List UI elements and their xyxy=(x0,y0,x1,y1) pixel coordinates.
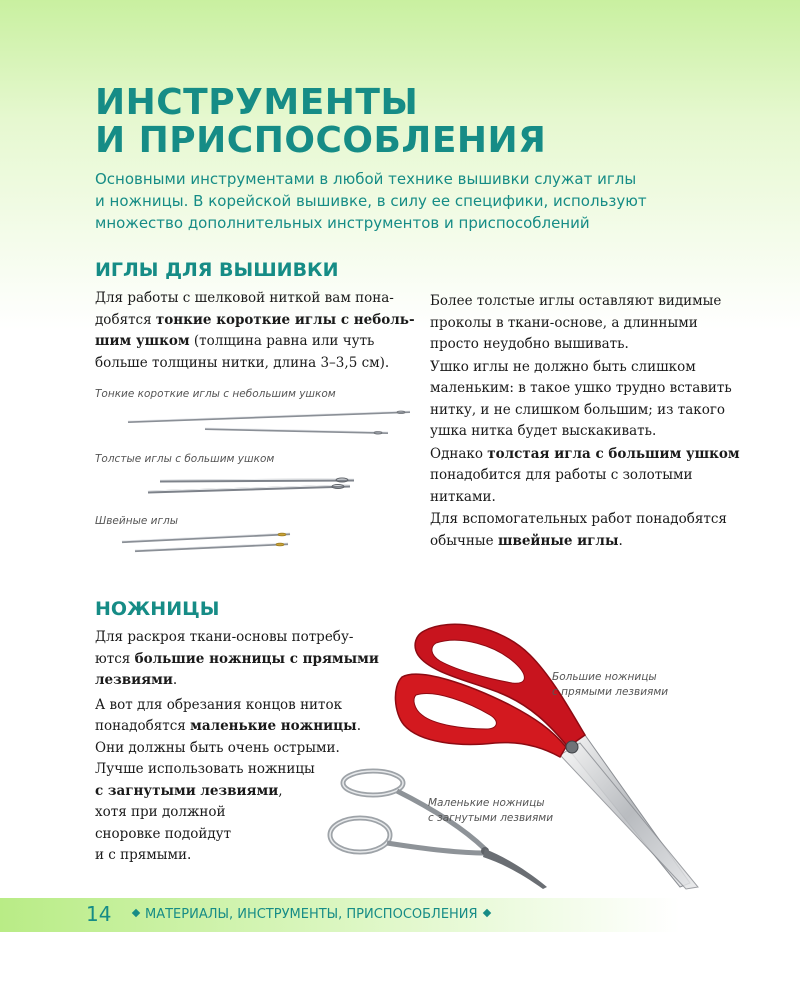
thick-needle-1 xyxy=(160,478,354,482)
intro-line-2: и ножницы. В корейской вышивке, в силу ее специфики, используют xyxy=(95,192,647,210)
text-run: ются xyxy=(95,650,135,667)
scissors-line xyxy=(95,716,395,738)
caption-line: с прямыми лезвиями xyxy=(552,686,669,698)
small-scissors-illustration xyxy=(325,765,555,895)
bold-run: с загнутыми лезвиями xyxy=(95,782,279,799)
caption-thick-needles: Толстые иглы с большим ушком xyxy=(95,453,275,465)
sewing-needle-1 xyxy=(122,533,290,542)
scissors-line: Они должны быть очень острыми. xyxy=(95,739,340,756)
scissors-line: и с прямыми. xyxy=(95,847,192,863)
needles-right-line: нитку, и не слишком большим; из такого xyxy=(430,401,726,418)
text-run: . xyxy=(618,532,623,549)
thin-needle-1 xyxy=(128,411,410,422)
page-title xyxy=(95,84,695,160)
text-run: . xyxy=(356,718,361,734)
needles-right-line xyxy=(430,531,770,553)
title-line-1: ИНСТРУМЕНТЫ xyxy=(95,82,419,123)
scissors-line: хотя при должной xyxy=(95,804,226,820)
needles-right-line: проколы в ткани-основе, а длинными xyxy=(430,314,698,331)
needles-right-line: нитками. xyxy=(430,488,496,505)
needles-right-line: Более толстые иглы оставляют видимые xyxy=(430,293,722,309)
text-run: (толщина равна или чуть xyxy=(189,333,375,349)
bold-run: тонкие короткие иглы с неболь- xyxy=(155,311,415,328)
needles-left-line: Для работы с шелковой ниткой вам пона- xyxy=(95,290,394,306)
needles-right-line xyxy=(430,444,770,466)
needles-right-line: Для вспомогательных работ понадобятся xyxy=(430,511,727,527)
scissors-heading: НОЖНИЦЫ xyxy=(95,598,220,620)
thin-needle-2 xyxy=(205,428,388,434)
title-line-2: И ПРИСПОСОБЛЕНИЯ xyxy=(95,120,547,161)
needles-left-text xyxy=(95,288,415,374)
caption-thin-needles: Тонкие короткие иглы с небольшим ушком xyxy=(95,388,336,400)
caption-small-scissors xyxy=(428,796,553,826)
needles-left-line xyxy=(95,310,415,332)
bold-run: шим ушком xyxy=(95,333,190,349)
intro-line-3: множество дополнительных инструментов и приспособлений xyxy=(95,214,590,232)
needles-left-line xyxy=(95,331,415,353)
needles-right-line: просто неудобно вышивать. xyxy=(430,336,629,352)
scissors-line: Лучше использовать ножницы xyxy=(95,761,315,777)
caption-line: с загнутыми лезвиями xyxy=(428,812,554,824)
bold-run: большие ножницы с прямыми xyxy=(134,650,379,667)
bold-run: лезвиями xyxy=(95,672,173,688)
text-run: , xyxy=(278,782,283,799)
caption-line: Большие ножницы xyxy=(552,671,657,683)
scissors-line xyxy=(95,649,395,671)
bold-run: швейные иглы xyxy=(497,532,619,549)
running-footer xyxy=(127,907,496,922)
needles-right-line: ушка нитка будет выскакивать. xyxy=(430,423,657,439)
needles-right-line: Ушко иглы не должно быть слишком xyxy=(430,358,696,375)
needles-heading: ИГЛЫ ДЛЯ ВЫШИВКИ xyxy=(95,259,339,281)
needles-right-line: понадобится для работы с золотыми xyxy=(430,467,693,483)
text-run: обычные xyxy=(430,532,498,549)
text-run: добятся xyxy=(95,311,156,328)
caption-big-scissors xyxy=(552,670,668,700)
diamond-icon xyxy=(482,909,490,917)
scissors-line: А вот для обрезания концов ниток xyxy=(95,696,343,713)
needles-right-line: маленьким: в такое ушко трудно вставить xyxy=(430,380,732,396)
bold-run: толстая игла с большим ушком xyxy=(487,445,740,462)
needles-left-line: больше толщины нитки, длина 3–3,5 см). xyxy=(95,354,390,371)
scissors-line: Для раскроя ткани-основы потребу- xyxy=(95,629,354,645)
diamond-icon xyxy=(132,909,140,917)
caption-sewing-needles: Швейные иглы xyxy=(95,515,178,527)
caption-line: Маленькие ножницы xyxy=(428,797,545,809)
intro-line-1: Основными инструментами в любой технике вышивки служат иглы xyxy=(95,170,637,188)
text-run: Однако xyxy=(430,445,488,462)
footer-section-title: МАТЕРИАЛЫ, ИНСТРУМЕНТЫ, ПРИСПОСОБЛЕНИЯ xyxy=(145,907,478,922)
bold-run: маленькие ножницы xyxy=(190,718,357,734)
needles-illustration xyxy=(110,400,410,560)
sewing-needle-2 xyxy=(135,543,288,551)
intro-text xyxy=(95,168,695,234)
scissors-line xyxy=(95,670,395,692)
page-number: 14 xyxy=(86,902,112,926)
thick-needle-2 xyxy=(148,485,350,493)
text-run: понадобятся xyxy=(95,718,191,734)
text-run: . xyxy=(172,672,178,688)
scissors-line: сноровке подойдут xyxy=(95,825,232,842)
needles-right-text xyxy=(430,291,770,552)
